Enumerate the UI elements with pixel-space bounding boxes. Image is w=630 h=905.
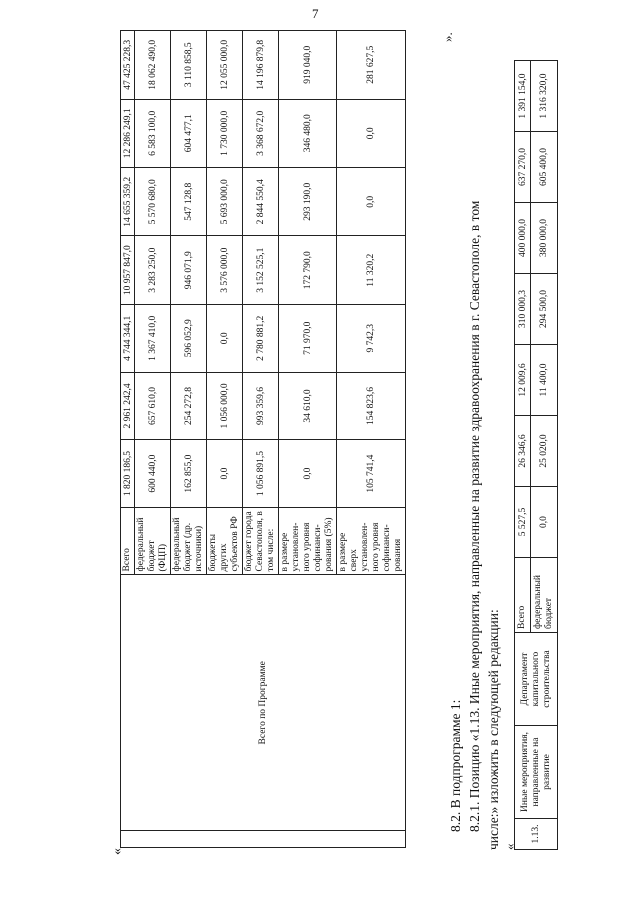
cell-value: 4 744 344,1	[121, 304, 135, 372]
item-executor: Департамент капитального строительства	[515, 633, 558, 726]
cell-value: 637 270,0	[515, 132, 531, 203]
cell-value: 11 400,0	[531, 345, 558, 416]
cell-value: 1 316 320,0	[531, 61, 558, 132]
cell-value: 71 970,0	[279, 304, 337, 372]
cell-value: 18 062 490,0	[135, 31, 171, 100]
cell-value: 12 009,6	[515, 345, 531, 416]
cell-value: 5 693 000,0	[207, 168, 243, 236]
table-row	[121, 31, 135, 848]
blank-cell	[121, 831, 406, 848]
cell-value: 10 957 847,0	[121, 236, 135, 304]
rotated-content	[0, 30, 630, 890]
cell-value: 26 346,6	[515, 416, 531, 487]
paragraph-position: 8.2.1. Позицию «1.13. Иные мероприятия, направленные на развитие здравоохранения в г. Севастополе, в том	[467, 200, 482, 832]
cell-value: 657 610,0	[135, 372, 171, 440]
cell-value: 162 855,0	[171, 440, 207, 508]
cell-value: 3 576 000,0	[207, 236, 243, 304]
cell-value: 105 741,4	[337, 440, 406, 508]
cell-value: 1 056 891,5	[243, 440, 279, 508]
cell-value: 310 000,3	[515, 274, 531, 345]
cell-value: 0,0	[279, 440, 337, 508]
page-number: 7	[312, 6, 319, 21]
table-row	[515, 61, 531, 850]
item-number: 1.13.	[515, 819, 558, 850]
cell-value: 47 425 228,3	[121, 31, 135, 100]
cell-value: 0,0	[337, 168, 406, 236]
cell-value: 12 055 000,0	[207, 31, 243, 100]
cell-value: 600 440,0	[135, 440, 171, 508]
row-label: федеральный бюджет	[531, 558, 558, 633]
cell-value: 2 844 550,4	[243, 168, 279, 236]
cell-value: 11 320,2	[337, 236, 406, 304]
paragraph-continuation: числе:» изложить в следующей редакции:	[486, 609, 501, 850]
cell-value: 5 527,5	[515, 487, 531, 558]
item-name: Иные мероприятия, направленные на развитие	[515, 726, 558, 819]
row-label: в размере сверх установлен-ного уровня софинанси-рования	[337, 507, 406, 575]
row-label: федеральный бюджет (ФЦП)	[135, 507, 171, 575]
cell-value: 0,0	[531, 487, 558, 558]
cell-value: 294 500,0	[531, 274, 558, 345]
cell-value: 3 110 858,5	[171, 31, 207, 100]
cell-value: 2 780 881,2	[243, 304, 279, 372]
cell-value: 6 583 100,0	[135, 99, 171, 167]
cell-value: 993 359,6	[243, 372, 279, 440]
cell-value: 9 742,3	[337, 304, 406, 372]
row-label: бюджеты других субъектов РФ	[207, 507, 243, 575]
cell-value: 1 391 154,0	[515, 61, 531, 132]
cell-value: 25 020,0	[531, 416, 558, 487]
paragraph-subprogram: 8.2. В подпрограмме 1:	[448, 699, 463, 832]
cell-value: 3 283 250,0	[135, 236, 171, 304]
cell-value: 172 790,0	[279, 236, 337, 304]
cell-value: 281 627,5	[337, 31, 406, 100]
row-label: Всего	[515, 558, 531, 633]
cell-value: 946 071,9	[171, 236, 207, 304]
cell-value: 3 152 525,1	[243, 236, 279, 304]
cell-value: 596 052,9	[171, 304, 207, 372]
cell-value: 604 477,1	[171, 99, 207, 167]
cell-value: 547 128,8	[171, 168, 207, 236]
cell-value: 1 820 186,5	[121, 440, 135, 508]
cell-value: 919 040,0	[279, 31, 337, 100]
cell-value: 1 056 000,0	[207, 372, 243, 440]
cell-value: 380 000,0	[531, 203, 558, 274]
cell-value: 14 196 879,8	[243, 31, 279, 100]
row-label: федеральный бюджет (др. источники)	[171, 507, 207, 575]
cell-value: 14 655 359,2	[121, 168, 135, 236]
cell-value: 1 367 410,0	[135, 304, 171, 372]
cell-value: 3 368 672,0	[243, 99, 279, 167]
cell-value: 12 286 249,1	[121, 99, 135, 167]
cell-value: 1 730 000,0	[207, 99, 243, 167]
cell-value: 34 610,0	[279, 372, 337, 440]
cell-value: 2 961 242,4	[121, 372, 135, 440]
position-1-13-table	[514, 60, 558, 850]
cell-value: 0,0	[207, 440, 243, 508]
row-label: бюджет города Севастополя, в том числе:	[243, 507, 279, 575]
cell-value: 0,0	[207, 304, 243, 372]
cell-value: 254 272,8	[171, 372, 207, 440]
cell-value: 293 190,0	[279, 168, 337, 236]
cell-value: 154 823,6	[337, 372, 406, 440]
cell-value: 0,0	[337, 99, 406, 167]
cell-value: 605 400,0	[531, 132, 558, 203]
closing-quote: ».	[440, 32, 455, 42]
row-label: Всего	[121, 507, 135, 575]
cell-value: 5 570 680,0	[135, 168, 171, 236]
cell-value: 400 000,0	[515, 203, 531, 274]
program-label-cell: Всего по Программе	[121, 575, 406, 831]
opening-quote: «	[110, 848, 125, 855]
cell-value: 346 480,0	[279, 99, 337, 167]
opening-quote-2: «	[502, 843, 517, 850]
row-label: в размере установлен-ного уровня софинанси-рования (5%)	[279, 507, 337, 575]
program-totals-table	[120, 30, 406, 848]
